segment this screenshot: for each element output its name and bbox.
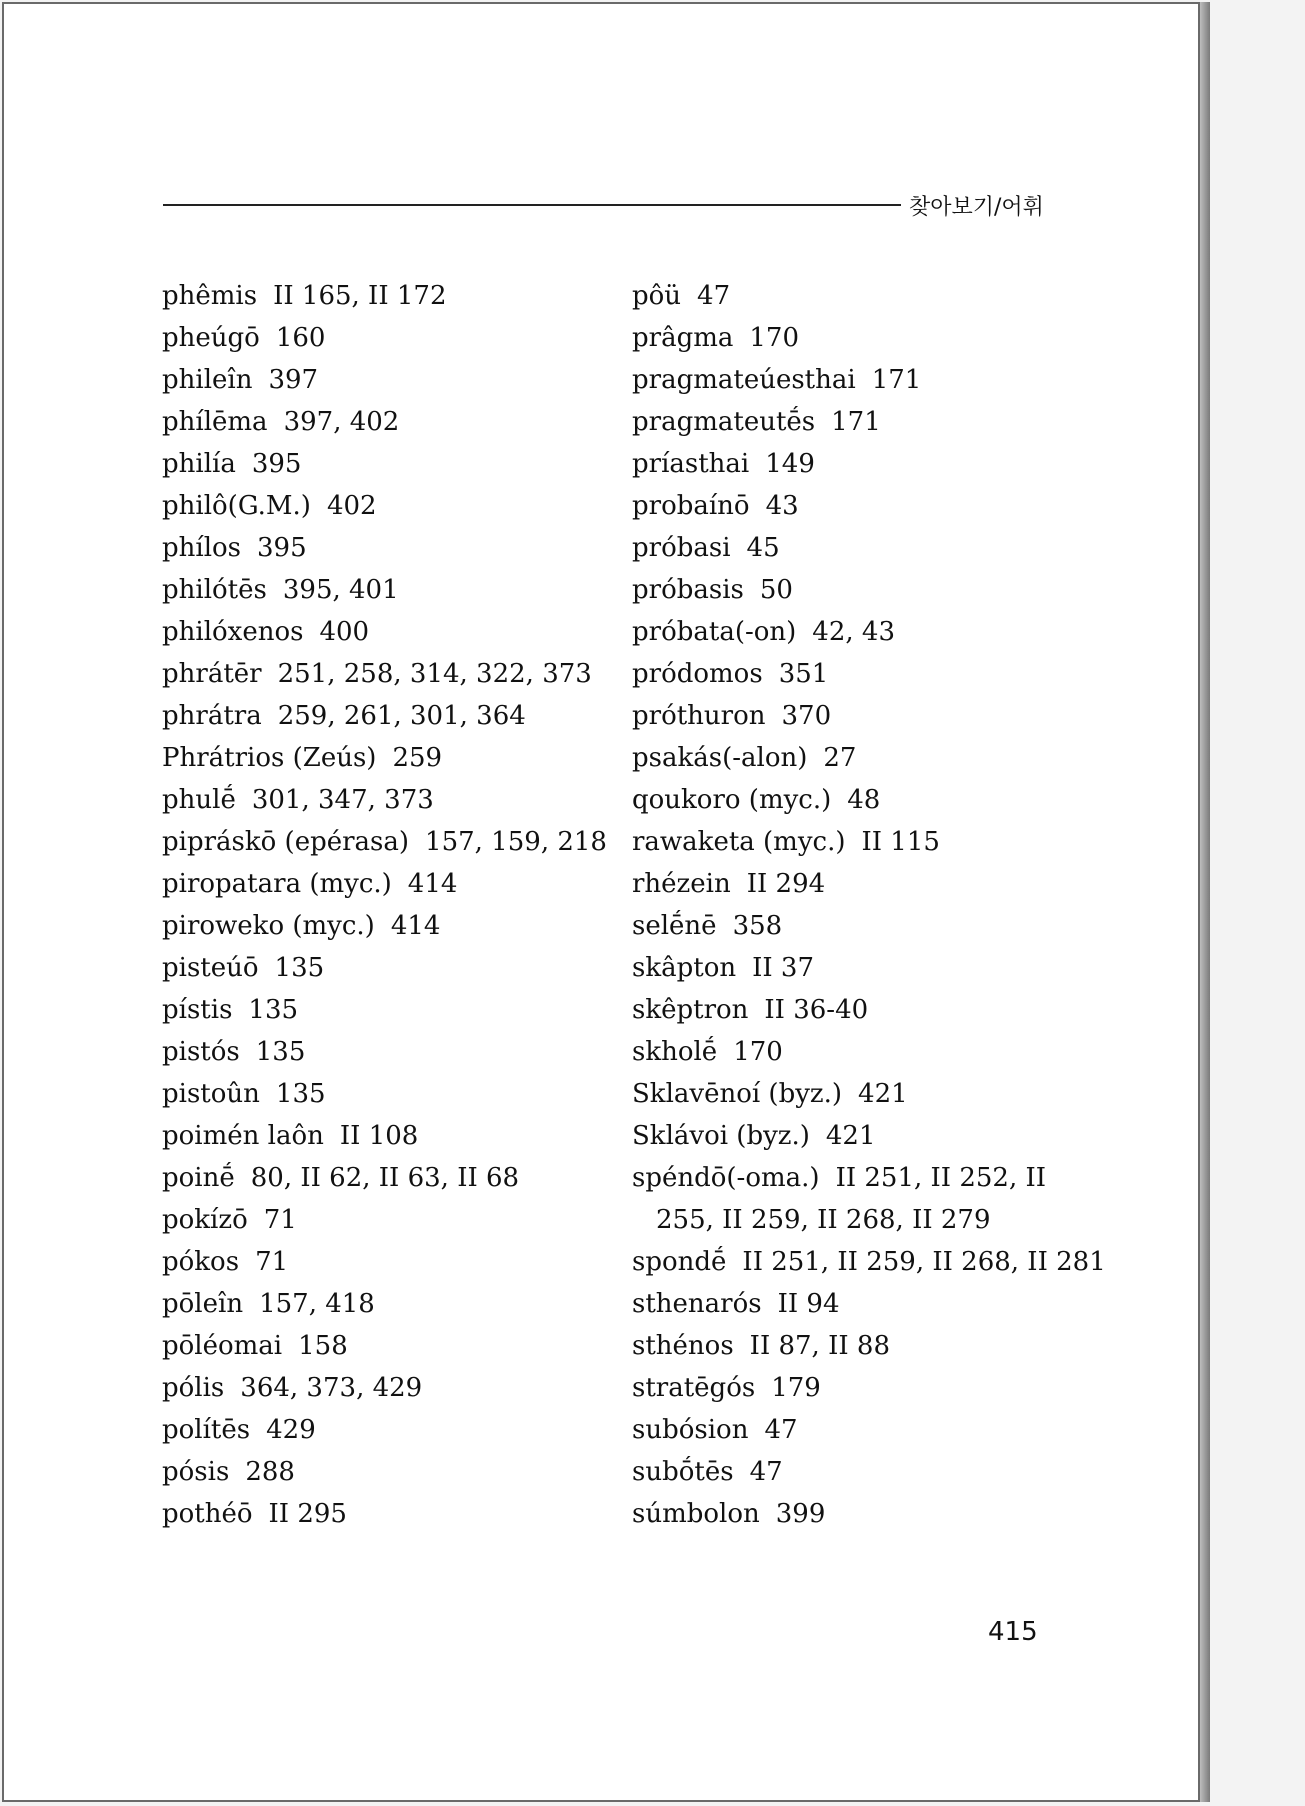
entry-term: piropatara (myc.) (162, 869, 392, 899)
index-entry (162, 1451, 592, 1493)
entry-pages: 399 (775, 1499, 826, 1529)
entry-pages: 301, 347, 373 (251, 785, 434, 815)
entry-pages: 421 (858, 1079, 908, 1109)
entry-term: piroweko (myc.) (162, 911, 375, 941)
entry-pages: 45 (746, 533, 780, 563)
entry-pages: 397 (268, 365, 319, 395)
entry-term: sthenarós (632, 1289, 762, 1319)
index-entry (162, 947, 592, 989)
entry-term: pistoûn (162, 1079, 260, 1109)
entry-term: pōléomai (162, 1331, 283, 1361)
entry-term: philô(G.M.) (162, 491, 311, 521)
entry-pages: 48 (847, 785, 881, 815)
entry-pages: 395, 401 (282, 575, 399, 605)
entry-term: sthénos (632, 1331, 734, 1361)
index-entry (162, 611, 592, 653)
entry-term: Phrátrios (Zeús) (162, 743, 377, 773)
entry-term: phulḗ (162, 785, 236, 815)
entry-term: subṓtēs (632, 1457, 734, 1487)
entry-term: pōleîn (162, 1289, 244, 1319)
entry-pages: 80, II 62, II 63, II 68 (250, 1163, 520, 1193)
index-entry (632, 275, 1062, 317)
entry-term: philótēs (162, 575, 267, 605)
entry-pages: 170 (733, 1037, 783, 1067)
index-entry (632, 695, 1062, 737)
entry-term: próbasi (632, 533, 731, 563)
entry-pages: 414 (407, 869, 458, 899)
entry-term: próbata(-on) (632, 617, 797, 647)
entry-term: príasthai (632, 449, 750, 479)
index-entry (632, 1031, 1062, 1073)
index-entry (632, 821, 1062, 863)
index-entry (162, 1073, 592, 1115)
index-entry (632, 611, 1062, 653)
entry-term: pólis (162, 1373, 225, 1403)
entry-term: pokízō (162, 1205, 248, 1235)
entry-pages: II 36-40 (764, 995, 869, 1025)
index-entry (162, 1199, 592, 1241)
index-entry (632, 653, 1062, 695)
entry-pages: II 108 (339, 1121, 419, 1151)
index-entry (162, 653, 592, 695)
entry-term: pôü (632, 281, 682, 311)
index-entry (632, 1493, 1062, 1535)
entry-term: pheúgō (162, 323, 260, 353)
index-entry (632, 947, 1062, 989)
index-entry (162, 1409, 592, 1451)
entry-pages: 71 (255, 1247, 289, 1277)
index-entry (162, 695, 592, 737)
entry-term: phrátēr (162, 659, 262, 689)
index-entry (632, 569, 1062, 611)
index-entry (632, 443, 1062, 485)
entry-term: pipráskō (epérasa) (162, 827, 410, 857)
index-entry (162, 1241, 592, 1283)
entry-pages: 42, 43 (812, 617, 895, 647)
entry-term: pókos (162, 1247, 240, 1277)
entry-term: poinḗ (162, 1163, 235, 1193)
index-entry (632, 401, 1062, 443)
index-entry (632, 527, 1062, 569)
index-entry (162, 1115, 592, 1157)
entry-term: probaínō (632, 491, 750, 521)
entry-pages: II 251, II 252, II 255, II 259, II 268, II 279 (656, 1163, 1047, 1235)
index-entry (632, 989, 1062, 1031)
index-entry (162, 359, 592, 401)
index-entry (632, 1073, 1062, 1115)
entry-term: spondḗ (632, 1247, 727, 1277)
page-edge-shadow (1200, 2, 1210, 1802)
index-entry (162, 317, 592, 359)
index-entry (632, 1157, 1062, 1241)
index-entry (162, 1493, 592, 1535)
entry-term: pragmateutḗs (632, 407, 816, 437)
index-entry (162, 401, 592, 443)
entry-pages: 50 (759, 575, 793, 605)
index-entry (632, 737, 1062, 779)
entry-pages: 358 (732, 911, 783, 941)
entry-pages: 158 (298, 1331, 348, 1361)
entry-term: phílos (162, 533, 242, 563)
entry-pages: 370 (781, 701, 832, 731)
entry-term: pródomos (632, 659, 763, 689)
entry-pages: 135 (248, 995, 299, 1025)
entry-pages: 351 (778, 659, 829, 689)
entry-pages: 47 (749, 1457, 783, 1487)
entry-term: psakás(-alon) (632, 743, 808, 773)
entry-term: pósis (162, 1457, 230, 1487)
running-header: 찾아보기/어휘 (909, 195, 1044, 220)
entry-term: skholḗ (632, 1037, 718, 1067)
entry-term: stratēgós (632, 1373, 756, 1403)
header-rule (163, 204, 901, 206)
entry-pages: 429 (266, 1415, 316, 1445)
entry-pages: 135 (274, 953, 325, 983)
entry-pages: 47 (764, 1415, 798, 1445)
entry-term: Sklávoi (byz.) (632, 1121, 810, 1151)
index-entry (162, 527, 592, 569)
entry-pages: 149 (765, 449, 815, 479)
index-entry (632, 863, 1062, 905)
entry-term: rawaketa (myc.) (632, 827, 846, 857)
entry-pages: 47 (697, 281, 731, 311)
entry-pages: II 294 (746, 869, 826, 899)
index-entry (162, 1031, 592, 1073)
entry-pages: 160 (275, 323, 326, 353)
entry-pages: 395 (257, 533, 307, 563)
entry-pages: 259 (392, 743, 443, 773)
entry-term: pragmateúesthai (632, 365, 856, 395)
index-entry (162, 1367, 592, 1409)
entry-pages: 179 (771, 1373, 821, 1403)
index-entry (162, 1325, 592, 1367)
entry-pages: 27 (823, 743, 857, 773)
index-entry (162, 1157, 592, 1199)
entry-pages: 259, 261, 301, 364 (277, 701, 526, 731)
entry-pages: 395 (251, 449, 302, 479)
index-entry (162, 779, 592, 821)
entry-term: phêmis (162, 281, 258, 311)
entry-term: Sklavēnoí (byz.) (632, 1079, 843, 1109)
index-entry (162, 989, 592, 1031)
entry-pages: II 37 (752, 953, 814, 983)
entry-term: polítēs (162, 1415, 251, 1445)
entry-pages: 157, 418 (259, 1289, 375, 1319)
index-entry (632, 1451, 1062, 1493)
index-entry (162, 443, 592, 485)
entry-pages: II 94 (777, 1289, 840, 1319)
index-entry (632, 1409, 1062, 1451)
entry-pages: II 251, II 259, II 268, II 281 (742, 1247, 1106, 1277)
index-entry (162, 863, 592, 905)
entry-term: philóxenos (162, 617, 304, 647)
index-entry (632, 1283, 1062, 1325)
entry-pages: 171 (831, 407, 881, 437)
index-entry (162, 485, 592, 527)
entry-pages: 43 (765, 491, 799, 521)
entry-pages: 251, 258, 314, 322, 373 (277, 659, 592, 689)
index-entry (162, 905, 592, 947)
entry-pages: 71 (263, 1205, 297, 1235)
entry-term: próthuron (632, 701, 766, 731)
entry-term: subósion (632, 1415, 749, 1445)
entry-term: phílēma (162, 407, 268, 437)
entry-term: pisteúō (162, 953, 259, 983)
book-page (2, 2, 1200, 1802)
entry-term: phileîn (162, 365, 253, 395)
page-number: 415 (988, 1617, 1038, 1647)
index-entry (632, 779, 1062, 821)
entry-pages: 414 (390, 911, 441, 941)
entry-pages: II 165, II 172 (273, 281, 447, 311)
entry-pages: II 87, II 88 (749, 1331, 890, 1361)
entry-pages: 397, 402 (283, 407, 400, 437)
entry-term: próbasis (632, 575, 744, 605)
entry-term: pístis (162, 995, 233, 1025)
entry-term: phrátra (162, 701, 262, 731)
index-entry (632, 485, 1062, 527)
entry-term: prâgma (632, 323, 734, 353)
entry-term: selḗnē (632, 911, 717, 941)
entry-term: pistós (162, 1037, 240, 1067)
index-entry (632, 1325, 1062, 1367)
index-entry (162, 569, 592, 611)
index-entry (632, 317, 1062, 359)
entry-pages: 421 (825, 1121, 876, 1151)
entry-term: pothéō (162, 1499, 253, 1529)
entry-pages: 171 (871, 365, 922, 395)
entry-term: qoukoro (myc.) (632, 785, 832, 815)
index-column-right (632, 275, 1106, 1535)
entry-pages: 170 (749, 323, 800, 353)
index-entry (632, 1367, 1062, 1409)
entry-pages: 135 (275, 1079, 326, 1109)
index-entry (632, 1241, 1106, 1283)
entry-term: philía (162, 449, 236, 479)
index-entry (162, 1283, 592, 1325)
entry-term: skâpton (632, 953, 737, 983)
entry-term: spéndō(-oma.) (632, 1163, 820, 1193)
entry-pages: 364, 373, 429 (240, 1373, 423, 1403)
entry-term: poimén laôn (162, 1121, 324, 1151)
entry-pages: 288 (245, 1457, 295, 1487)
entry-pages: 135 (255, 1037, 306, 1067)
entry-pages: II 295 (268, 1499, 347, 1529)
entry-pages: 402 (326, 491, 377, 521)
entry-term: súmbolon (632, 1499, 760, 1529)
index-entry (162, 275, 592, 317)
entry-term: skêptron (632, 995, 749, 1025)
index-entry (162, 821, 607, 863)
entry-pages: II 115 (861, 827, 940, 857)
entry-term: rhézein (632, 869, 731, 899)
index-entry (632, 359, 1062, 401)
entry-pages: 400 (319, 617, 370, 647)
index-entry (632, 1115, 1062, 1157)
index-entry (162, 737, 592, 779)
entry-pages: 157, 159, 218 (425, 827, 607, 857)
index-column-left (162, 275, 607, 1535)
index-entry (632, 905, 1062, 947)
